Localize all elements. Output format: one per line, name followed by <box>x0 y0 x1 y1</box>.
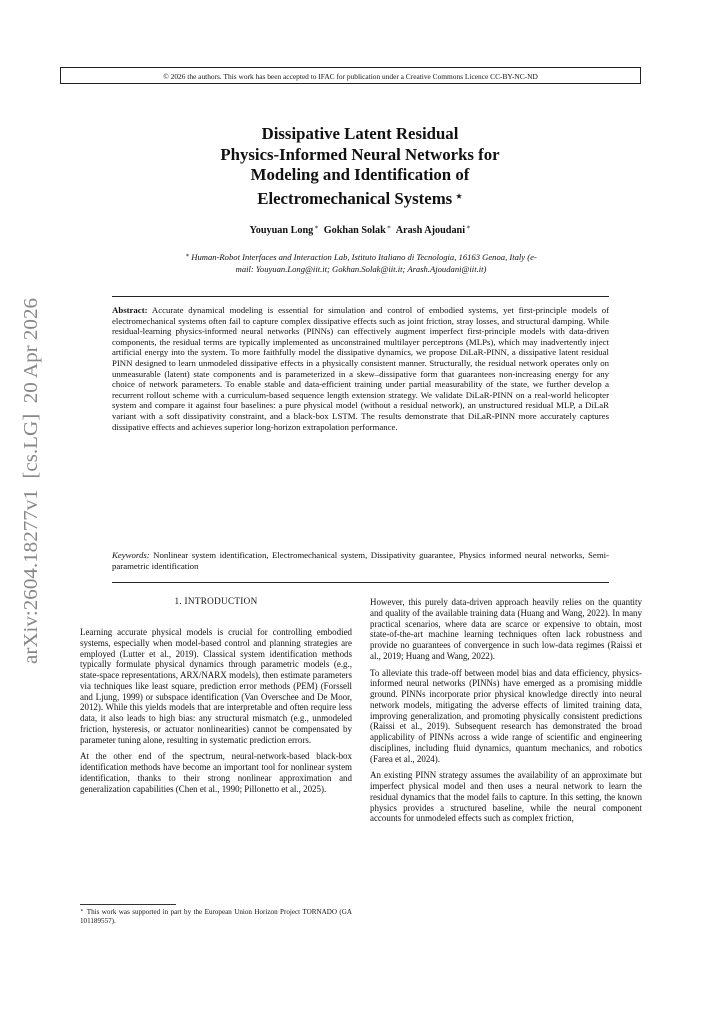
affiliation-mark: ∗ <box>185 253 190 259</box>
paragraph: However, this purely data-driven approach heavily relies on the quantity and quality of the available training data (Huang and Wang, 2022). In many practical scenarios, where data are scarce or expensive to obtain, most state-of-the-art machine learning techniques often lack robustness and provide no guarantees of convergence in such low-data regimes (Raissi et al., 2019; Huang and Wang, 2022). <box>370 597 642 661</box>
author-mark: ∗ <box>466 224 471 231</box>
paragraph: Learning accurate physical models is crucial for controlling embodied systems, especially when model-based control and planning strategies are employed (Lutter et al., 2019). Classical system identification methods typically formulate physical dynamics through parametric models (e.g., state-space representations, ARX/NARX models), then estimate parameters via techniques like least square, prediction error methods (PEM) (Forssell and Ljung, 1999) or subspace identification (Van Overschee and De Moor, 2012). While this yields models that are interpretable and often require less data, it also leads to high bias: any structural mismatch (e.g., unmodeled friction, hysteresis, or actuator nonlinearities) cannot be compensated by parameter tuning alone, resulting in systematic prediction errors. <box>80 627 352 745</box>
footnote-text: This work was supported in part by the European Union Horizon Project TORNADO (GA 101189557). <box>80 908 352 925</box>
footnote-rule <box>80 904 176 905</box>
abstract-top-rule <box>112 296 609 297</box>
affiliation <box>180 251 542 276</box>
abstract-bottom-rule <box>112 582 609 583</box>
section-heading: 1. INTRODUCTION <box>174 596 258 606</box>
author-list <box>100 223 620 236</box>
author-name: Gokhan Solak <box>323 225 386 236</box>
keywords-text: Nonlinear system identification, Electromechanical system, Dissipativity guarantee, Physics informed neural networks, Semi-parametric identification <box>112 550 609 571</box>
right-column <box>370 597 642 830</box>
title-line: Modeling and Identification of <box>250 165 470 184</box>
paragraph: To alleviate this trade-off between model bias and data efficiency, physics-informed neural networks (PINNs) have emerged as a promising middle ground. PINNs incorporate prior physical knowledge directly into neural network models, mitigating the adverse effects of limited training data, improving generalization, and promoting physically consistent predictions (Raissi et al., 2019). Subsequent research has demonstrated the broad applicability of PINNs across a wide range of scientific and engineering disciplines, including fluid dynamics, quantum mechanics, and robotics (Farea et al., 2024). <box>370 667 642 764</box>
author-mark: ∗ <box>314 224 319 231</box>
title-line-text: Electromechanical Systems <box>257 188 453 208</box>
footnote-marker: ⋆ <box>80 908 84 914</box>
license-notice: © 2026 the authors. This work has been accepted to IFAC for publication under a Creative Commons Licence CC-BY-NC-ND <box>60 67 641 84</box>
keywords <box>112 550 609 571</box>
paragraph: An existing PINN strategy assumes the availability of an approximate but imperfect physical model and then uses a neural network to learn the residual dynamics that the model fails to capture. In this setting, the known physics provides a structured baseline, while the neural component accounts for unmodeled effects such as complex friction, <box>370 770 642 824</box>
affiliation-text: Human-Robot Interfaces and Interaction Lab, Istituto Italiano di Tecnologia, 16163 Genoa, Italy (e-mail: Youyuan.Long@iit.it; Gokhan.Solak@iit.it; Arash.Ajoudani@iit.it) <box>191 252 537 274</box>
footnote <box>80 907 352 926</box>
arxiv-stamp-text: arXiv:2604.18277v1 [cs.LG] 20 Apr 2026 <box>20 307 42 664</box>
paragraph: At the other end of the spectrum, neural-network-based black-box identification methods have become an important tool for nonlinear system identification, thanks to their strong nonlinear approximation and generalization capabilities (Chen et al., 1990; Pillonetto et al., 2025). <box>80 751 352 794</box>
author-name: Youyuan Long <box>249 225 314 236</box>
author-mark: ∗ <box>386 224 392 231</box>
title-line: Dissipative Latent Residual <box>261 124 459 143</box>
keywords-label: Keywords: <box>112 550 150 560</box>
abstract <box>112 305 609 432</box>
left-column <box>80 627 352 800</box>
abstract-text: Accurate dynamical modeling is essential for simulation and control of embodied systems, yet first-principle models of electromechanical systems often fail to capture complex dissipative effects such as joint friction, stray losses, and structural damping. While residual-learning physics-informed neural networks (PINNs) can effectively augment imperfect first-principle models with data-driven components, the residual terms are typically implemented as unconstrained multilayer perceptrons (MLPs), which may inadvertently inject artificial energy into the system. To more faithfully model the dissipative dynamics, we propose DiLaR-PINN, a dissipative latent residual PINN designed to learn unmodeled dissipative effects in a physically consistent manner. Structurally, the residual network operates only on unmeasurable (latent) state components and is parameterized in a skew–dissipative form that guarantees non-increasing energy for any choice of network parameters. To enable stable and data-efficient training under partial measurability of the state, we further develop a recurrent rollout scheme with a curriculum-based sequence length extension strategy. We validate DiLaR-PINN on a real-world helicopter system and compare it against four baselines: a pure physical model (without a residual network), an unstructured residual MLP, a DiLaR variant with a soft dissipativity constraint, and a black-box LSTM. The results demonstrate that DiLaR-PINN more accurately captures dissipative effects and achieves superior long-horizon extrapolation performance. <box>112 305 609 432</box>
title-footnote-marker: ⋆ <box>455 188 463 203</box>
author-name: Arash Ajoudani <box>395 225 466 236</box>
paper-title <box>100 124 620 209</box>
title-line <box>100 186 620 210</box>
abstract-label: Abstract: <box>112 305 148 315</box>
title-line: Physics-Informed Neural Networks for <box>220 144 500 164</box>
arxiv-stamp <box>10 298 46 664</box>
